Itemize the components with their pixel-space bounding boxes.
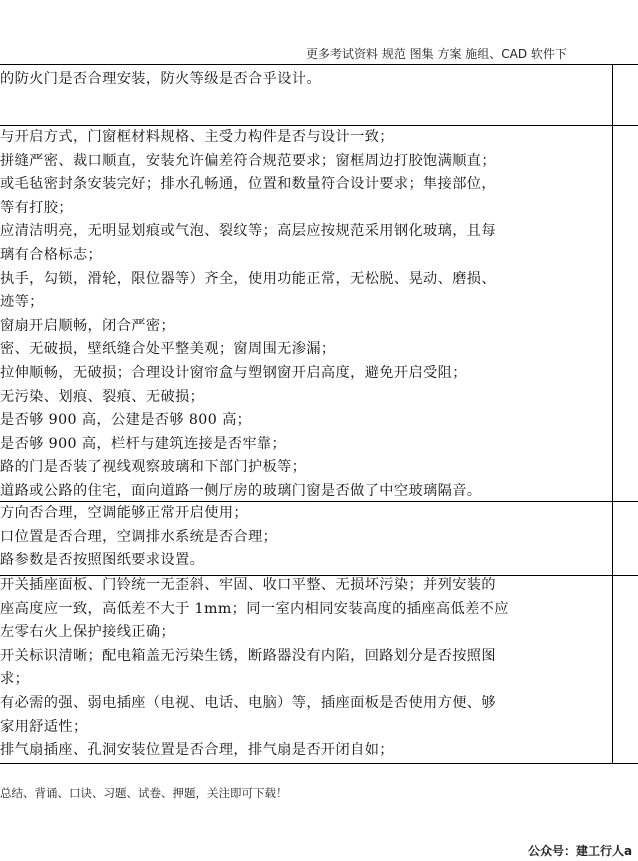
inspection-table (0, 64, 638, 764)
row-line: 左零右火上保护接线正确； (0, 624, 176, 641)
row-line: 拼缝严密、裁口顺直，安装允许偏差符合规范要求；窗框周边打胶饱满顺直； (0, 152, 496, 169)
row-line: 密、无破损，壁纸缝合处平整美观；窗周围无渗漏； (0, 341, 336, 358)
row-line: 是否够 900 高，公建是否够 800 高； (0, 412, 252, 429)
row-line: 家用舒适性； (0, 718, 88, 735)
row-line: 璃有合格标志； (0, 246, 103, 263)
row-line: 座高度应一致，高低差不大于 1mm；同一室内相同安装高度的插座高低差不应 (0, 600, 509, 617)
row-line: 道路或公路的住宅，面向道路一侧厅房的玻璃门窗是否做了中空玻璃隔音。 (0, 482, 482, 499)
row-line: 迹等； (0, 294, 44, 311)
row-line: 求； (0, 671, 30, 688)
row-divider (0, 763, 638, 764)
row-line: 等有打胶； (0, 199, 73, 216)
row-line: 开关插座面板、门铃统一无歪斜、牢固、收口平整、无损坏污染；并列安装的 (0, 577, 496, 593)
header-note: 更多考试资料 规范 图集 方案 施组、CAD 软件下 (306, 47, 567, 61)
row-line: 无污染、划痕、裂痕、无破损； (0, 388, 205, 405)
row-line: 路的门是否装了视线观察玻璃和下部门护板等； (0, 459, 307, 476)
table-row-windows (0, 126, 612, 504)
row-line: 开关标识清晰；配电箱盖无污染生锈，断路器没有内陷，回路划分是否按照图 (0, 647, 496, 664)
row-line: 应清洁明亮，无明显划痕或气泡、裂纹等；高层应按规范采用钢化玻璃，且每 (0, 223, 496, 240)
account-label: 公众号：建工行人a (528, 844, 633, 858)
table-row-air-conditioning (0, 502, 612, 573)
table-row-electrical (0, 574, 612, 763)
row-line: 窗扇开启顺畅，闭合严密； (0, 317, 176, 334)
row-line: 执手，勾锁，滑轮，限位器等）齐全，使用功能正常，无松脱、晃动、磨损、 (0, 270, 496, 287)
row-line: 或毛毡密封条安装完好；排水孔畅通，位置和数量符合设计要求；隼接部位， (0, 176, 496, 193)
row-line: 口位置是否合理，空调排水系统是否合理； (0, 528, 278, 545)
footer-note: 总结、背诵、口诀、习题、试卷、押题，关注即可下载！ (0, 786, 288, 800)
row-line: 路参数是否按照图纸要求设置。 (0, 552, 205, 569)
row-line: 排气扇插座、孔洞安装位置是否合理，排气扇是否开闭自如； (0, 742, 394, 759)
row-line: 是否够 900 高，栏杆与建筑连接是否牢靠； (0, 435, 287, 452)
row-line: 有必需的强、弱电插座（电视、电话、电脑）等，插座面板是否使用方便、够 (0, 694, 496, 711)
column-divider (612, 64, 613, 764)
row-line: 方向否合理，空调能够正常开启使用； (0, 505, 248, 521)
row-line: 与开启方式，门窗框材料规格、主受力构件是否与设计一致； (0, 129, 394, 145)
row-line: 的防火门是否合理安装，防火等级是否合乎设计。 (0, 71, 321, 87)
table-row-fire-door (0, 68, 612, 92)
row-line: 拉伸顺畅，无破损；合理设计窗帘盒与塑钢窗开启高度，避免开启受阻； (0, 364, 467, 381)
